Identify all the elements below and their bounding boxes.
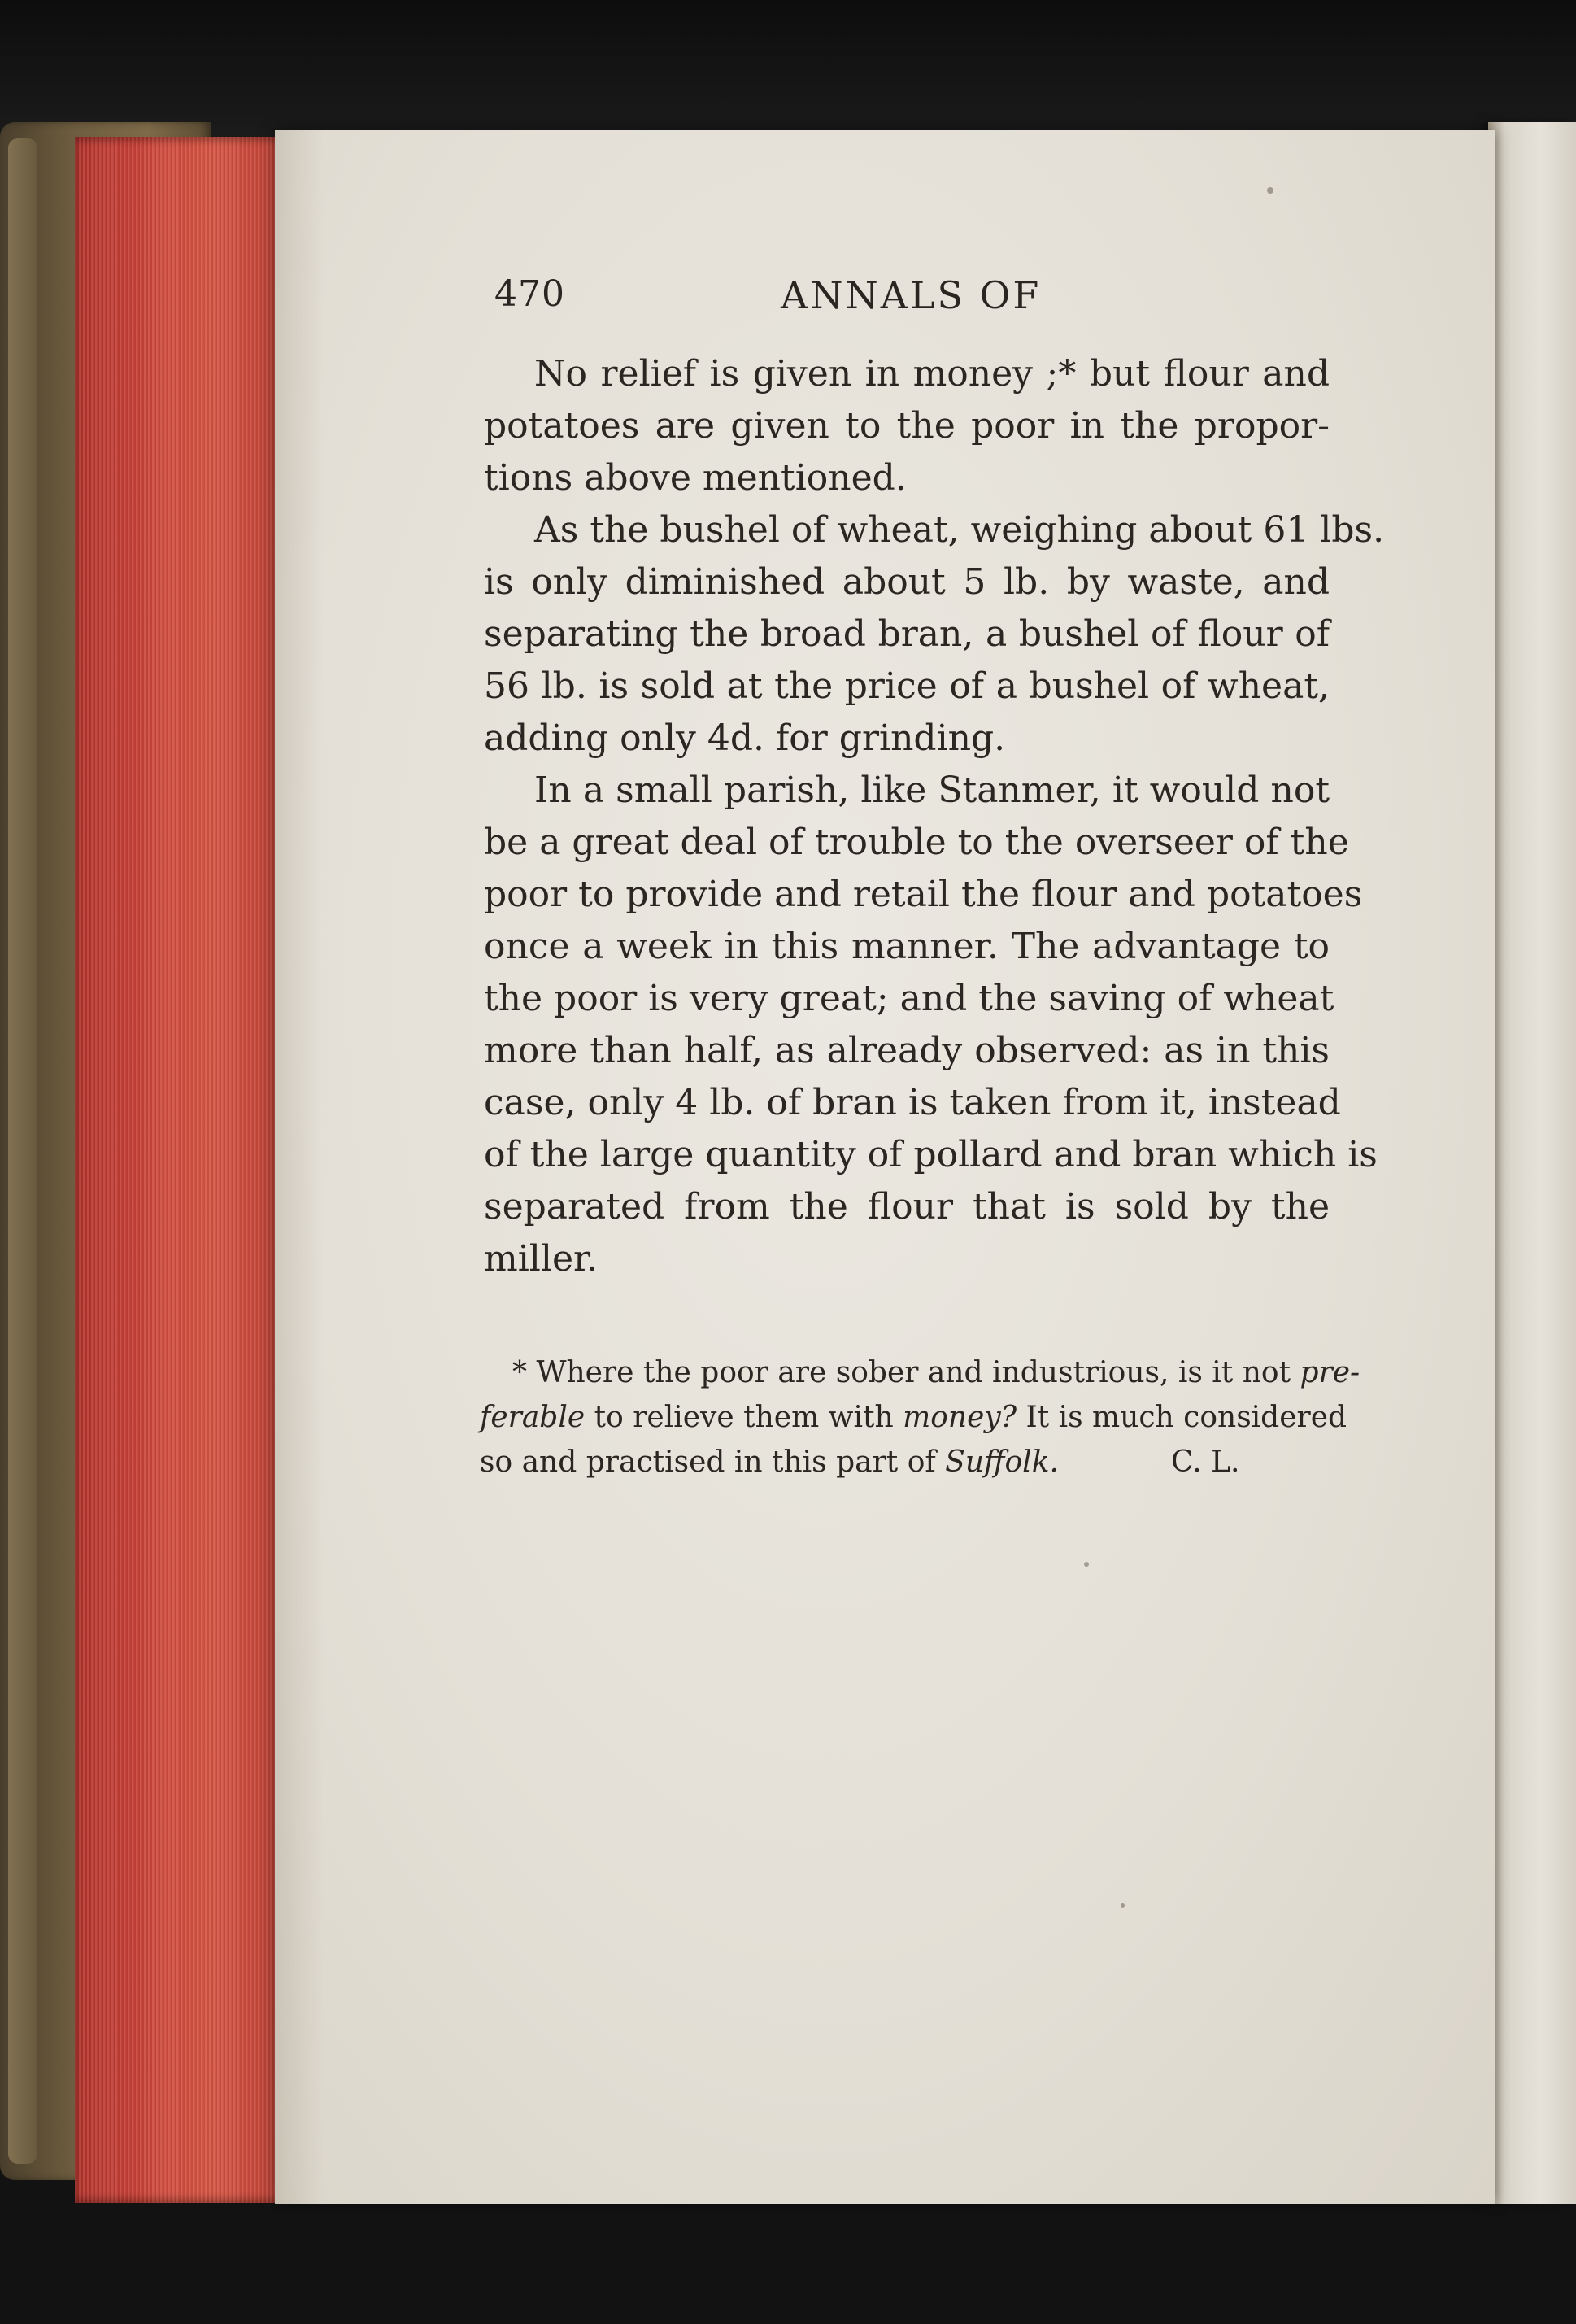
text-line: adding only 4d. for grinding. (484, 717, 1006, 759)
page-gutter (275, 130, 324, 2204)
footnote-text: It is much considered (1017, 1401, 1347, 1434)
footnote-signature: C. L. (1171, 1445, 1240, 1479)
footnote-text: to relieve them with (585, 1401, 903, 1434)
body-text (484, 348, 1385, 1285)
footnote-italic: pre- (1300, 1356, 1360, 1389)
footnote-line (480, 1350, 1360, 1395)
footnote (480, 1350, 1360, 1485)
footnote-text: * Where the poor are sober and industrious, is it not (512, 1356, 1300, 1389)
text-line: tions above mentioned. (484, 457, 907, 499)
text-line: As the bushel of wheat, weighing about 61 lbs. (534, 509, 1385, 551)
footnote-italic: Suffolk. (945, 1445, 1059, 1479)
cover-fold (8, 138, 37, 2164)
text-line: is only diminished about 5 lb. by waste, and (484, 561, 1330, 603)
text-line: once a week in this manner. The advantage to (484, 926, 1330, 967)
facing-page (1488, 122, 1576, 2204)
text-line: No relief is given in money ;* but flour and (534, 353, 1330, 395)
text-line: more than half, as already observed: as in this (484, 1030, 1330, 1071)
text-line: the poor is very great; and the saving of wheat (484, 978, 1334, 1019)
text-line: separating the broad bran, a bushel of flour of (484, 613, 1330, 655)
footnote-text: so and practised in this part of (480, 1445, 946, 1479)
text-line: potatoes are given to the poor in the propor- (484, 405, 1330, 447)
text-line: 56 lb. is sold at the price of a bushel of wheat, (484, 665, 1330, 707)
paper-speck (1121, 1903, 1125, 1908)
footnote-italic: money? (903, 1401, 1017, 1434)
footnote-italic: ferable (480, 1401, 586, 1434)
text-line: be a great deal of trouble to the overseer of the (484, 822, 1349, 863)
page-edges-red (75, 137, 288, 2203)
text-line: of the large quantity of pollard and bran which is (484, 1134, 1378, 1175)
paper-speck (1267, 187, 1273, 194)
text-line: case, only 4 lb. of bran is taken from it, instead (484, 1082, 1341, 1123)
text-line: separated from the flour that is sold by the (484, 1186, 1330, 1227)
page-header (494, 273, 1332, 330)
text-line: miller. (484, 1238, 599, 1280)
page-number: 470 (494, 273, 565, 315)
running-head: ANNALS OF (781, 273, 1042, 317)
text-line: poor to provide and retail the flour and potatoes (484, 874, 1363, 915)
text-line: In a small parish, like Stanmer, it would not (534, 770, 1330, 811)
footnote-line (480, 1395, 1347, 1440)
paper-speck (1084, 1562, 1089, 1567)
